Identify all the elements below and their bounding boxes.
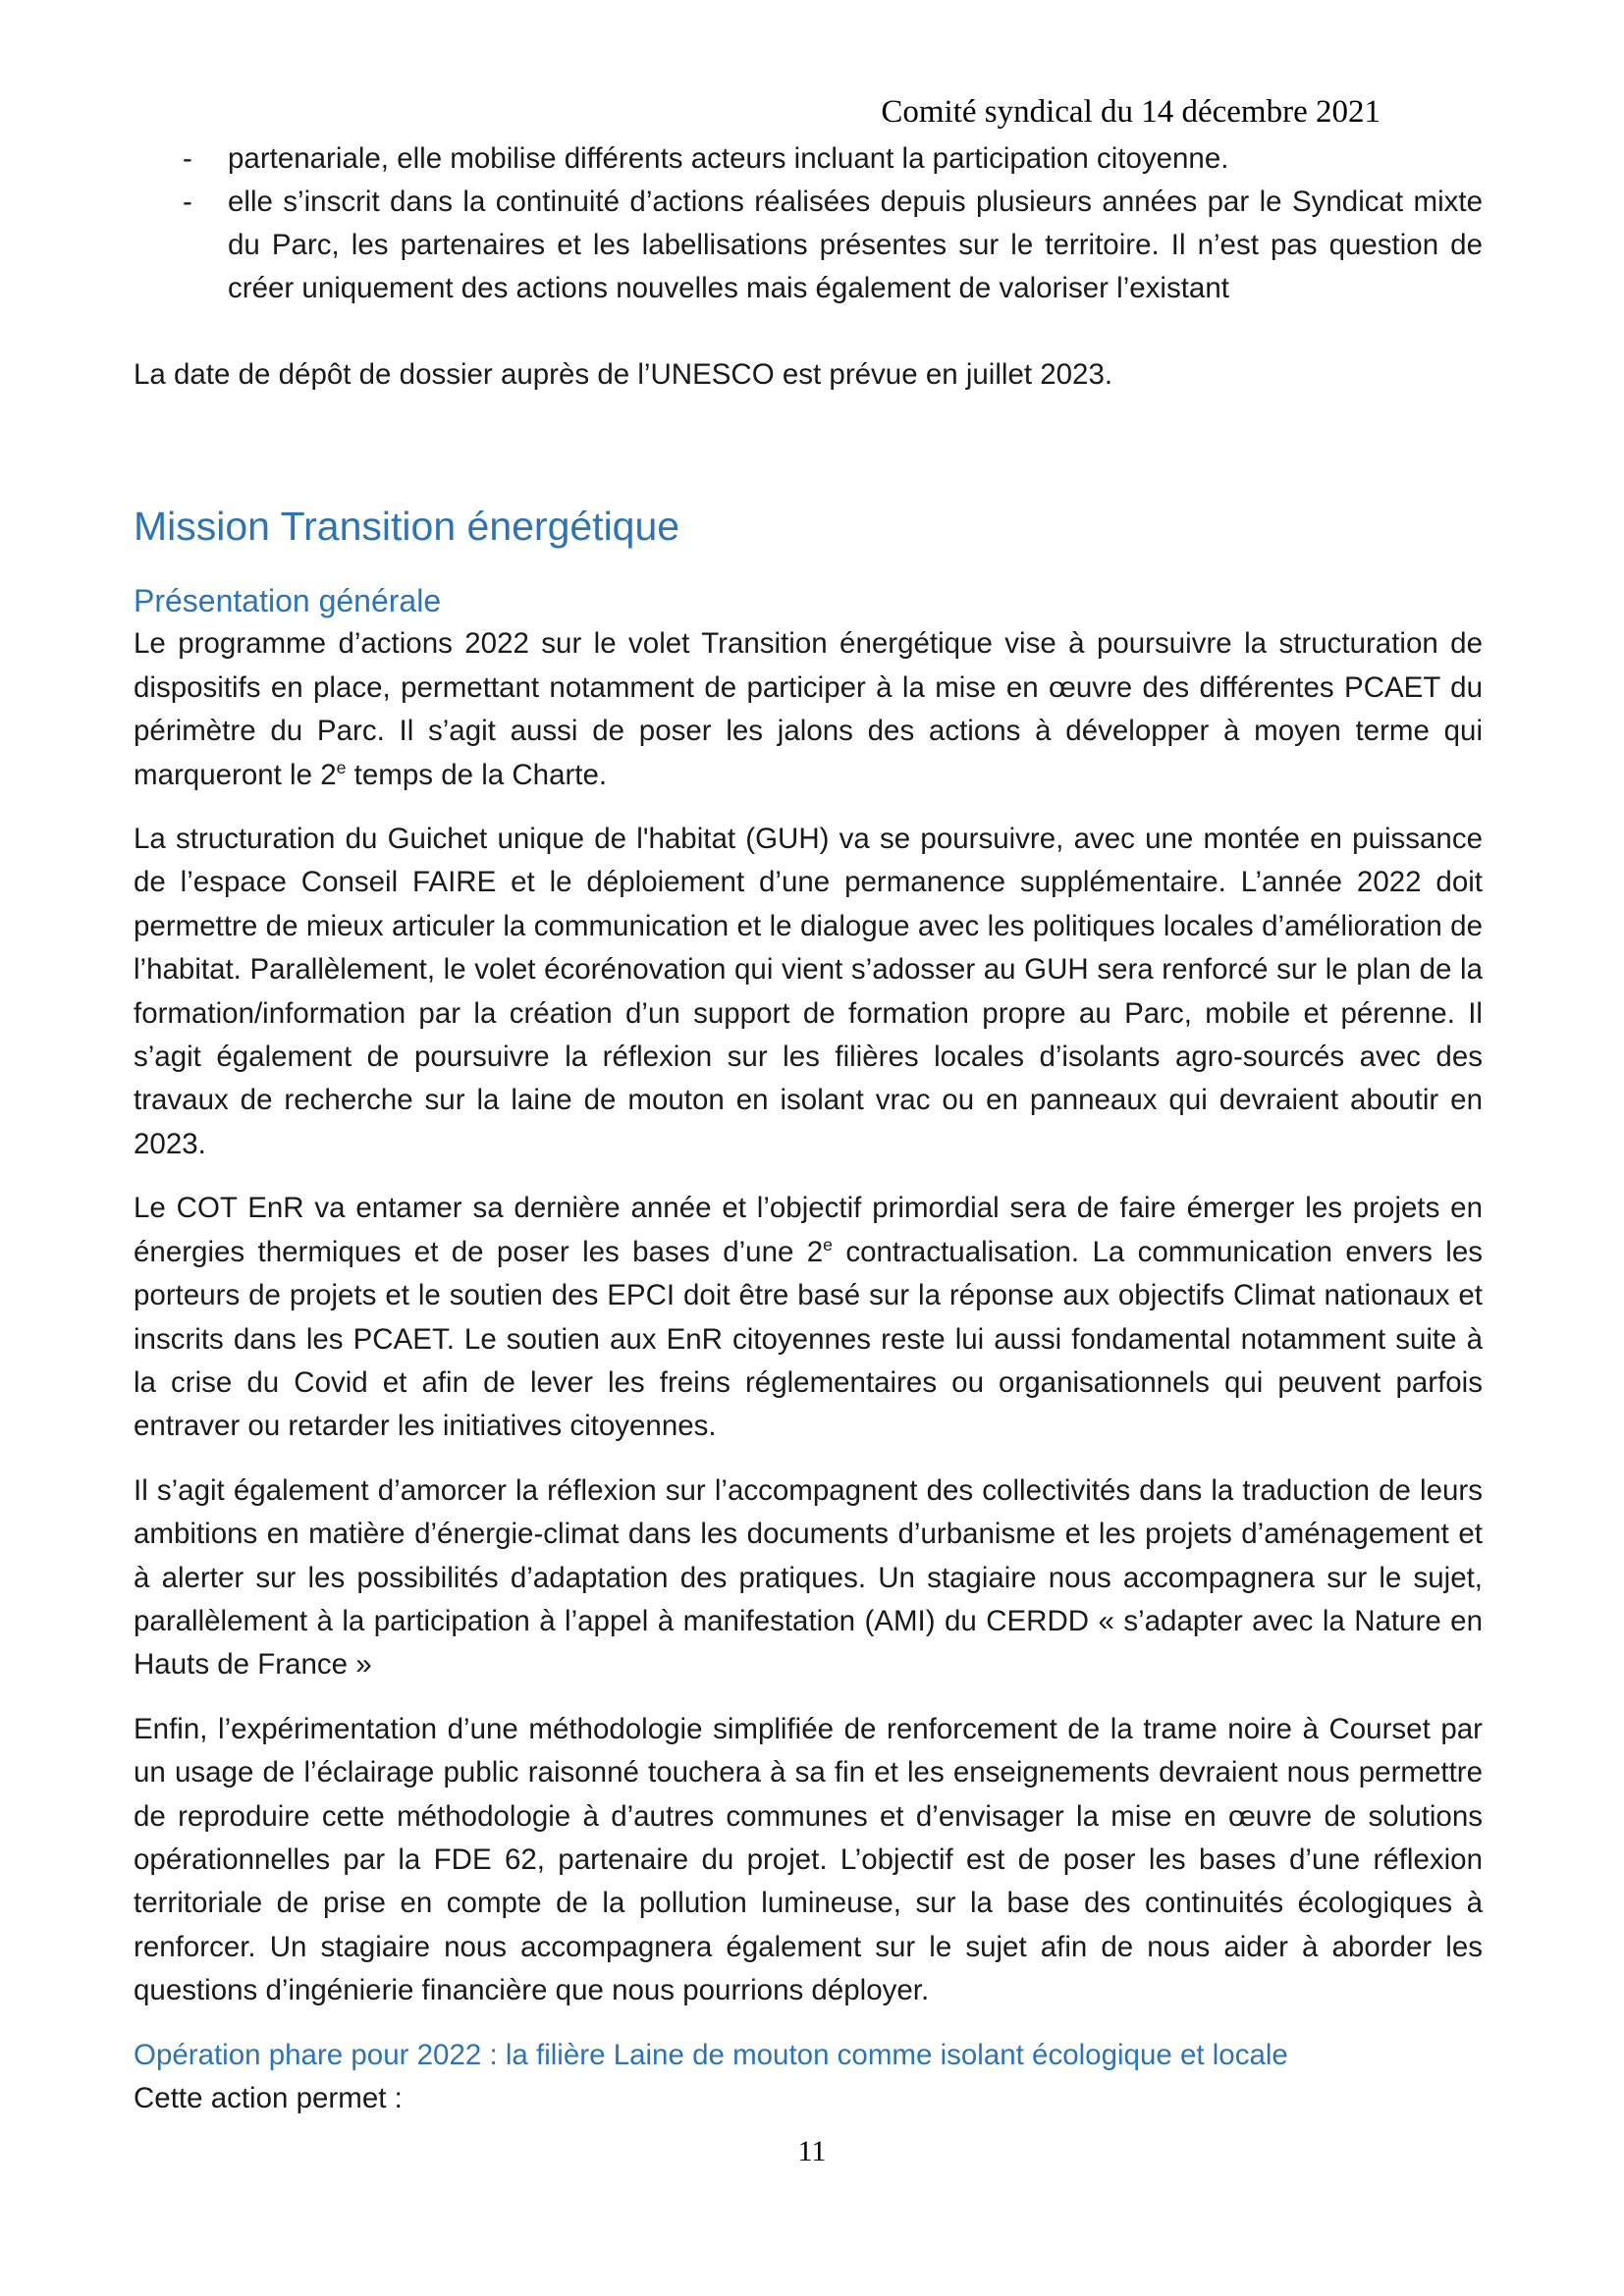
list-item-text: elle s’inscrit dans la continuité d’actions réalisées depuis plusieurs années par le Syndicat mixte du Parc, les partenaires et les labellisations présentes sur le territoire. Il n’est pas question de créer uniquement des actions nouvelles mais également de valoriser l’existant [228,186,1483,304]
paragraph-cot-enr: Le COT EnR va entamer sa dernière année et l’objectif primordial sera de faire émerger les projets en énergies thermiques et de poser les bases d’une 2e contractualisation. La communication envers les porteurs de projets et le soutien des EPCI doit être basé sur la réponse aux objectifs Climat nationaux et inscrits dans les PCAET. Le soutien aux EnR citoyennes reste lui aussi fondamental notamment suite à la crise du Covid et afin de lever les freins réglementaires ou organisationnels qui peuvent parfois entraver ou retarder les initiatives citoyennes. [134,1192,1483,1443]
section-title: Mission Transition énergétique [134,504,680,550]
bullet-marker: - [183,186,192,218]
paragraph-trame-noire: Enfin, l’expérimentation d’une méthodologie simplifiée de renforcement de la trame noire à Courset par un usage de l’éclairage public raisonné touchera à sa fin et les enseignements devraient nous permettre de reproduire cette méthodologie à d’autres communes et d’envisager la mise en œuvre de solutions opérationnelles par la FDE 62, partenaire du projet. L’objectif est de poser les bases d’une réflexion territoriale de prise en compte de la pollution lumineuse, sur la base des continuités écologiques à renforcer. Un stagiaire nous accompagnera également sur le sujet afin de nous aider à aborder les questions d’ingénierie financière que nous pourrions déployer. [134,1712,1483,2007]
page-number: 11 [797,2135,827,2167]
operation-title: Opération phare pour 2022 : la filière Laine de mouton comme isolant écologique et locale [134,2038,1288,2071]
bullet-list [134,137,1483,310]
document-body [134,137,1483,2120]
list-item [134,181,1483,310]
bullet-marker: - [183,142,192,175]
subsection-title: Présentation générale [134,583,442,619]
unesco-paragraph: La date de dépôt de dossier auprès de l’UNESCO est prévue en juillet 2023. [134,358,1113,391]
paragraph-urbanisme: Il s’agit également d’amorcer la réflexion sur l’accompagnent des collectivités dans la traduction de leurs ambitions en matière d’énergie-climat dans les documents d’urbanisme et les projets d’aménagement et à alerter sur les possibilités d’adaptation des pratiques. Un stagiaire nous accompagnera sur le sujet, parallèlement à la participation à l’appel à manifestation (AMI) du CERDD « s’adapter avec la Nature en Hauts de France » [134,1473,1483,1682]
list-item-text: partenariale, elle mobilise différents acteurs incluant la participation citoyenne. [228,142,1229,175]
operation-intro: Cette action permet : [134,2081,403,2114]
list-item [134,137,1483,181]
paragraph-guh: La structuration du Guichet unique de l'habitat (GUH) va se poursuivre, avec une montée en puissance de l’espace Conseil FAIRE et le déploiement d’une permanence supplémentaire. L’année 2022 doit permettre de mieux articuler la communication et le dialogue avec les politiques locales d’amélioration de l’habitat. Parallèlement, le volet écorénovation qui vient s’adosser au GUH sera renforcé sur le plan de la formation/information par la création d’un support de formation propre au Parc, mobile et pérenne. Il s’agit également de poursuivre la réflexion sur les filières locales d’isolants agro-sourcés avec des travaux de recherche sur la laine de mouton en isolant vrac ou en panneaux qui devraient aboutir en 2023. [134,823,1483,1160]
page-header: Comité syndical du 14 décembre 2021 [881,94,1380,130]
paragraph-programme: Le programme d’actions 2022 sur le volet Transition énergétique vise à poursuivre la structuration de dispositifs en place, permettant notamment de participer à la mise en œuvre des différentes PCAET du périmètre du Parc. Il s’agit aussi de poser les jalons des actions à développer à moyen terme qui marqueront le 2e temps de la Charte. [134,627,1483,791]
